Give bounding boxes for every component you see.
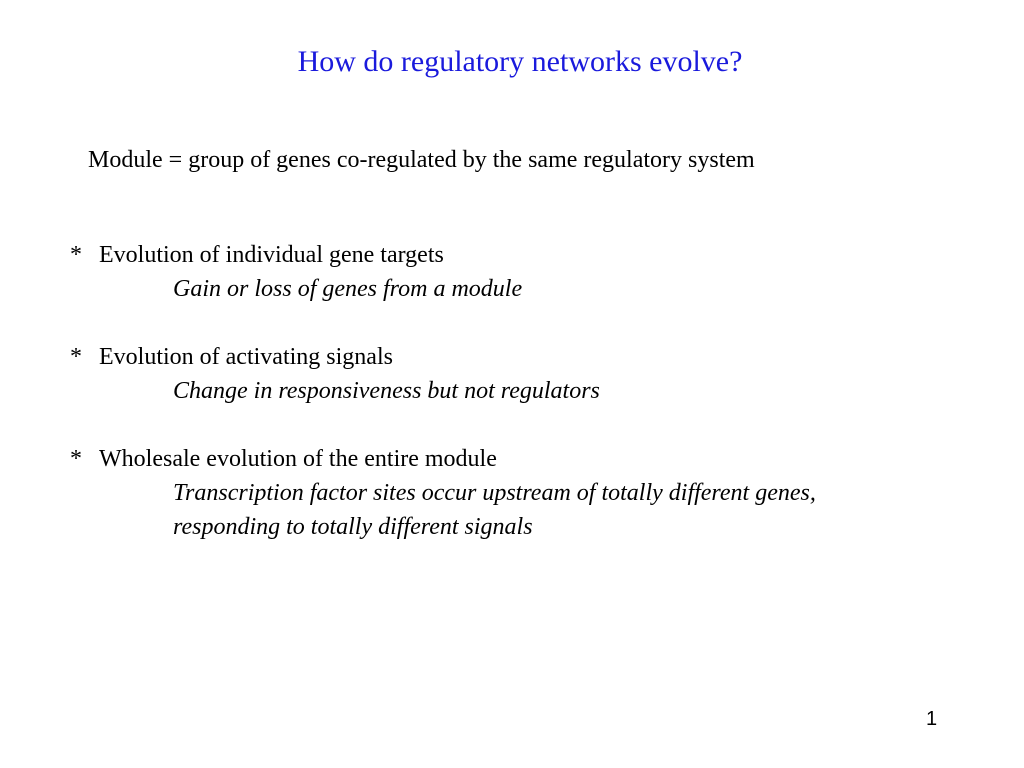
- bullet-marker: *: [70, 344, 82, 370]
- bullet-item: [70, 340, 1010, 408]
- bullet-item: [70, 238, 1010, 306]
- page-number: 1: [926, 708, 938, 730]
- bullet-detail-line: responding to totally different signals: [173, 514, 533, 540]
- bullet-marker: *: [70, 446, 82, 472]
- module-definition: Module = group of genes co-regulated by the same regulatory system: [88, 147, 755, 173]
- bullet-heading: [70, 238, 1010, 272]
- bullet-detail: [70, 272, 1010, 306]
- bullet-marker: *: [70, 242, 82, 268]
- slide-title: How do regulatory networks evolve?: [297, 45, 743, 78]
- bullet-detail: [70, 374, 1010, 408]
- bullet-item: [70, 442, 1010, 544]
- bullet-detail-line: Gain or loss of genes from a module: [173, 276, 523, 302]
- bullet-detail-line: Change in responsiveness but not regulators: [173, 378, 600, 404]
- bullet-heading-text: Wholesale evolution of the entire module: [99, 446, 497, 472]
- bullet-heading-text: Evolution of individual gene targets: [99, 242, 444, 268]
- bullet-detail-line: Transcription factor sites occur upstream of totally different genes,: [173, 480, 816, 506]
- bullet-heading: [70, 340, 1010, 374]
- bullet-list: [70, 238, 1010, 578]
- bullet-heading-text: Evolution of activating signals: [99, 344, 393, 370]
- bullet-heading: [70, 442, 1010, 476]
- bullet-detail: [70, 476, 1010, 544]
